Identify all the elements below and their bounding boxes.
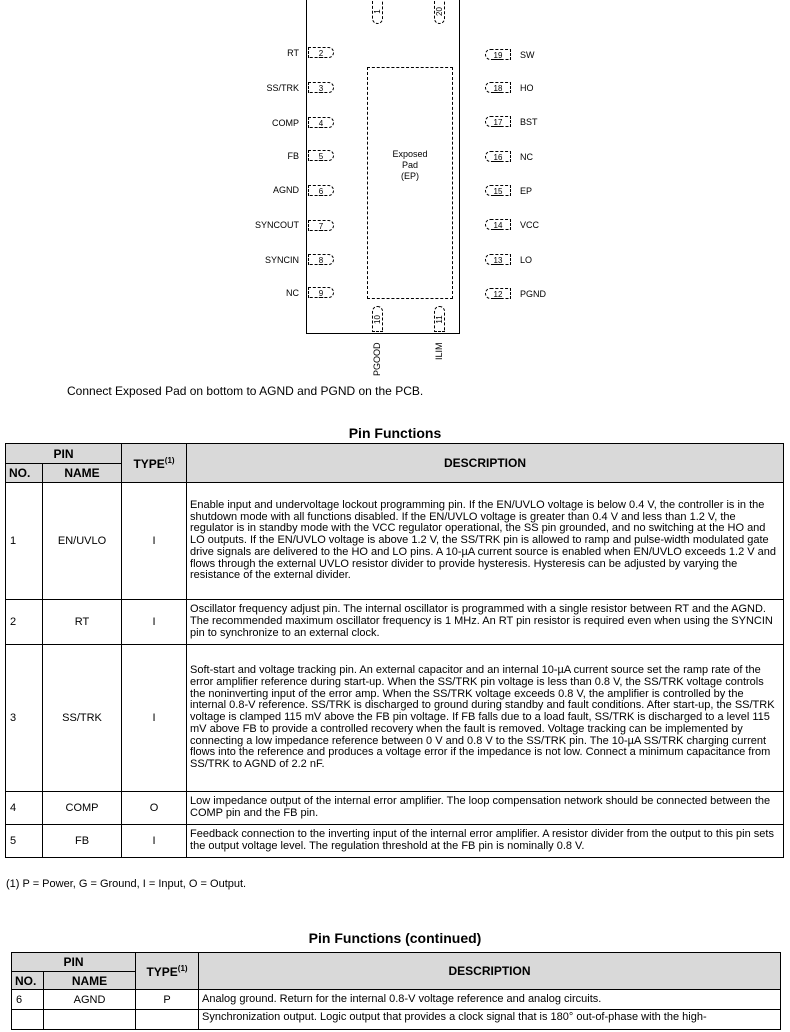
table-row: 3 SS/TRK I Soft-start and voltage tracking pin. An external capacitor and an internal 10-µA current source set the ramp rate of the error amplifier reference during start-up. When the SS/TRK pin voltage is less than 0.8 V, the SS/TRK voltage controls the noninverting input of the error amp. When the SS/TRK voltage exceeds 0.8 V, the amplifier is controlled by the internal 0.8-V reference. SS/TRK is discharged to ground during standby and fault conditions. After start-up, the SS/TRK voltage is clamped 115 mV above the FB pin voltage. If FB falls due to a load fault, SS/TRK is discharged to a level 115 mV above FB to provide a controlled recovery when the fault is removed. Voltage tracking can be implemented by connecting a low impedance reference between 0 V and 0.8 V to the SS/TRK pin. The 10-µA SS/TRK charging current flows into the reference and produces a voltage error if the impedance is not low. Connect a minimum capacitance from SS/TRK to AGND of 2.2 nF. — [6, 645, 784, 792]
pin-17: 17 — [485, 116, 511, 127]
pin-name-syncout: SYNCOUT — [254, 220, 299, 230]
pin-functions-table — [5, 443, 784, 858]
pin-2: 2 — [308, 47, 334, 58]
pin-name-agnd: AGND — [272, 185, 299, 195]
pin-14: 14 — [485, 219, 511, 230]
pin-name-bst: BST — [520, 117, 538, 127]
table-row: 6 AGND P Analog ground. Return for the internal 0.8-V voltage reference and analog circuits. — [12, 990, 781, 1010]
pin-11: 11 — [434, 306, 445, 332]
pin-8: 8 — [308, 254, 334, 265]
pin-name-lo: LO — [520, 255, 533, 265]
pin-name-nc-right: NC — [520, 152, 533, 162]
header-name: NAME — [43, 464, 122, 483]
pin-name-syncin: SYNCIN — [264, 255, 299, 265]
pin-3: 3 — [308, 82, 334, 93]
pin-20: 20 — [434, 0, 445, 24]
pin-name-pgnd: PGND — [520, 289, 547, 299]
pin-5: 5 — [308, 150, 334, 161]
footnote: (1) P = Power, G = Ground, I = Input, O = Output. — [6, 878, 247, 890]
pin-10: 10 — [372, 306, 383, 332]
header-type: TYPE$^{(1)}$ — [122, 444, 187, 483]
pin-name-sw: SW — [520, 50, 535, 60]
table-row: Synchronization output. Logic output that provides a clock signal that is 180° out-of-phase with the high- — [12, 1010, 781, 1030]
pin-19: 19 — [485, 49, 511, 60]
header-pin: PIN — [6, 444, 122, 464]
header-name: NAME — [44, 972, 136, 990]
pin-1: 1 — [372, 0, 383, 24]
header-description: DESCRIPTION — [187, 444, 784, 483]
pin-7: 7 — [308, 220, 334, 231]
header-no: NO. — [12, 972, 44, 990]
exposed-pad-label: Exposed Pad (EP) — [392, 149, 428, 181]
pin-name-nc-left: NC — [286, 288, 299, 298]
pin-18: 18 — [485, 82, 511, 93]
header-no: NO. — [6, 464, 43, 483]
pin-name-ep: EP — [520, 186, 533, 196]
exposed-pad-outline — [367, 67, 453, 299]
table-title: Pin Functions — [348, 425, 442, 441]
pin-9: 9 — [308, 287, 334, 298]
pin-13: 13 — [485, 254, 511, 265]
pin-15: 15 — [485, 185, 511, 196]
pin-4: 4 — [308, 117, 334, 128]
pin-name-ho: HO — [520, 83, 534, 93]
pin-12: 12 — [485, 288, 511, 299]
header-type: TYPE$^{(1)}$ — [136, 953, 199, 990]
table-row: 4 COMP O Low impedance output of the internal error amplifier. The loop compensation network should be connected between the COMP pin and the FB pin. — [6, 792, 784, 825]
pin-16: 16 — [485, 151, 511, 162]
header-pin: PIN — [12, 953, 136, 972]
table-row: 5 FB I Feedback connection to the inverting input of the internal error amplifier. A resistor divider from the output to this pin sets the output voltage level. The regulation threshold at the FB pin is nominally 0.8 V. — [6, 825, 784, 858]
exposed-pad-note: Connect Exposed Pad on bottom to AGND and PGND on the PCB. — [67, 384, 424, 398]
table-row: 2 RT I Oscillator frequency adjust pin. The internal oscillator is programmed with a single resistor between RT and the AGND. The recommended maximum oscillator frequency is 1 MHz. An RT pin resistor is required even when using the SYNCIN pin to synchronize to an external clock. — [6, 600, 784, 645]
pin-name-rt: RT — [287, 48, 299, 58]
table-row: 1 EN/UVLO I Enable input and undervoltage lockout programming pin. If the EN/UVLO voltage is below 0.4 V, the controller is in the shutdown mode with all functions disabled. If the EN/UVLO voltage is greater than 0.4 V and less than 1.2 V, the regulator is in standby mode with the VCC regulator operational, the SS pin grounded, and no switching at the HO and LO outputs. If the EN/UVLO voltage is above 1.2 V, the SS/TRK pin is allowed to ramp and pulse-width modulated gate drive signals are delivered to the HO and LO pins. A 10-µA current source is enabled when EN/UVLO exceeds 1.2 V and flows through the external UVLO resistor divider to provide hysteresis. Hysteresis can be adjusted by varying the resistance of the external divider. — [6, 483, 784, 600]
header-description: DESCRIPTION — [199, 953, 781, 990]
pin-name-ss-trk: SS/TRK — [266, 83, 299, 93]
pin-name-ilim: ILIM — [434, 342, 444, 360]
pin-name-fb: FB — [287, 151, 299, 161]
pin-functions-table-continued — [11, 952, 781, 1030]
pin-name-pgood: PGOOD — [372, 342, 382, 376]
table-title-continued: Pin Functions (continued) — [308, 930, 482, 946]
pin-name-vcc: VCC — [520, 220, 540, 230]
pin-6: 6 — [308, 185, 334, 196]
pin-name-comp: COMP — [272, 118, 299, 128]
package-pinout-diagram — [0, 0, 790, 380]
